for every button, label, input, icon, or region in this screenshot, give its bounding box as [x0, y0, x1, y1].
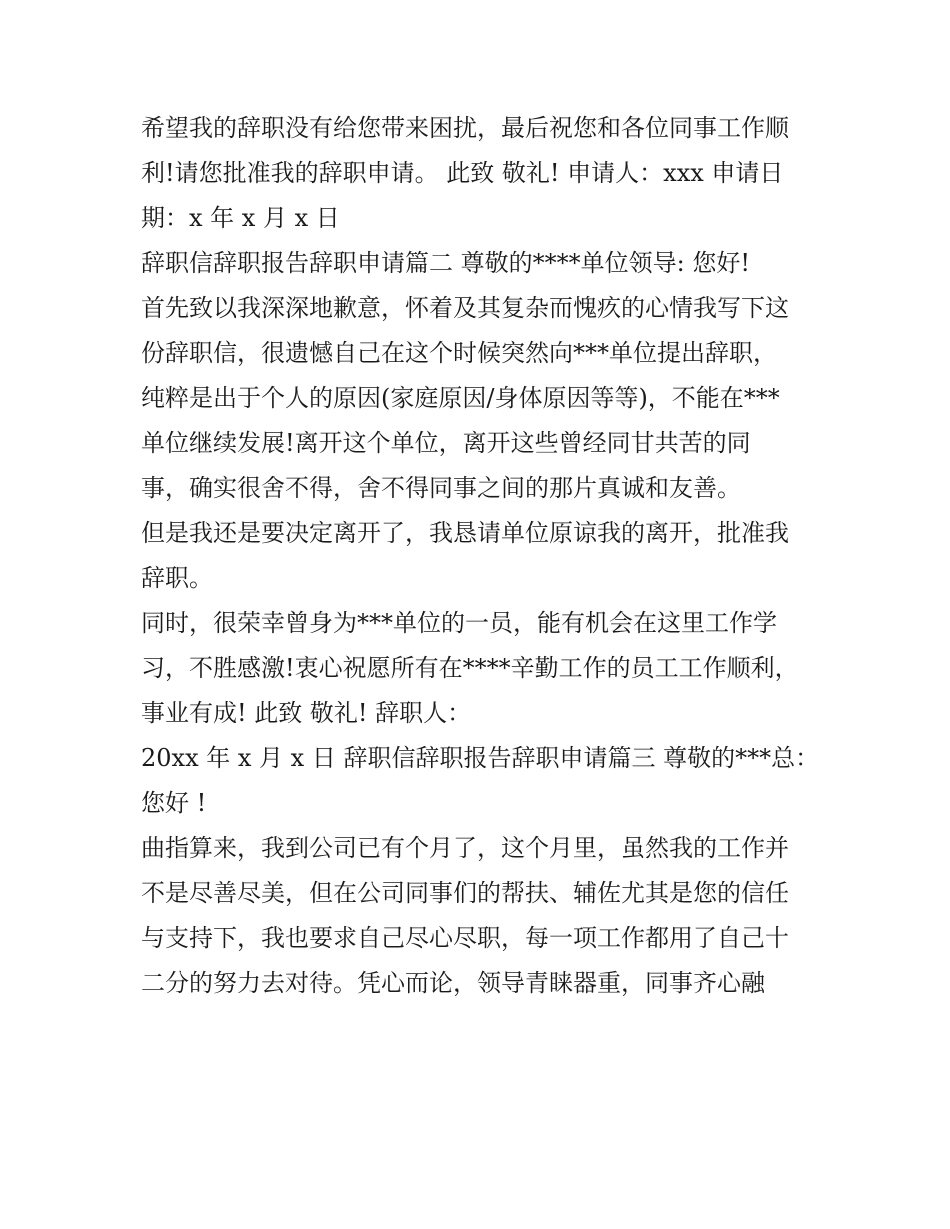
text-line: 期：x 年 x 月 x 日 — [141, 204, 340, 232]
text-line: 份辞职信，很遗憾自己在这个时候突然向***单位提出辞职， — [141, 339, 777, 367]
text-line: 利!请您批准我的辞职申请。 此致 敬礼! 申请人：xxx 申请日 — [141, 159, 784, 187]
text-line: 辞职信辞职报告辞职申请篇二 尊敬的****单位领导: 您好! — [141, 249, 750, 277]
text-line: 首先致以我深深地歉意，怀着及其复杂而愧疚的心情我写下这 — [141, 294, 789, 322]
text-line: 不是尽善尽美，但在公司同事们的帮扶、辅佐尤其是您的信任 — [141, 879, 789, 907]
text-line: 同时，很荣幸曾身为***单位的一员，能有机会在这里工作学 — [141, 609, 777, 637]
text-line: 辞职。 — [141, 564, 213, 592]
document-body — [141, 106, 821, 1006]
text-line: 但是我还是要决定离开了，我恳请单位原谅我的离开，批准我 — [141, 519, 789, 547]
text-line: 20xx 年 x 月 x 日 辞职信辞职报告辞职申请篇三 尊敬的***总： — [141, 744, 820, 772]
text-line: 纯粹是出于个人的原因(家庭原因/身体原因等等)，不能在*** — [141, 384, 780, 412]
text-line: 与支持下，我也要求自己尽心尽职，每一项工作都用了自己十 — [141, 924, 789, 952]
text-line: 希望我的辞职没有给您带来困扰，最后祝您和各位同事工作顺 — [141, 114, 789, 142]
text-line: 二分的努力去对待。凭心而论，领导青睐器重，同事齐心融 — [141, 969, 765, 997]
text-line: 曲指算来，我到公司已有个月了，这个月里，虽然我的工作并 — [141, 834, 789, 862]
text-line: 单位继续发展!离开这个单位，离开这些曾经同甘共苦的同 — [141, 429, 751, 457]
text-line: 您好 ! — [141, 789, 207, 817]
text-line: 事，确实很舍不得，舍不得同事之间的那片真诚和友善。 — [141, 474, 741, 502]
text-line: 事业有成! 此致 敬礼! 辞职人： — [141, 699, 472, 727]
text-line: 习，不胜感激!衷心祝愿所有在****辛勤工作的员工工作顺利， — [141, 654, 799, 682]
